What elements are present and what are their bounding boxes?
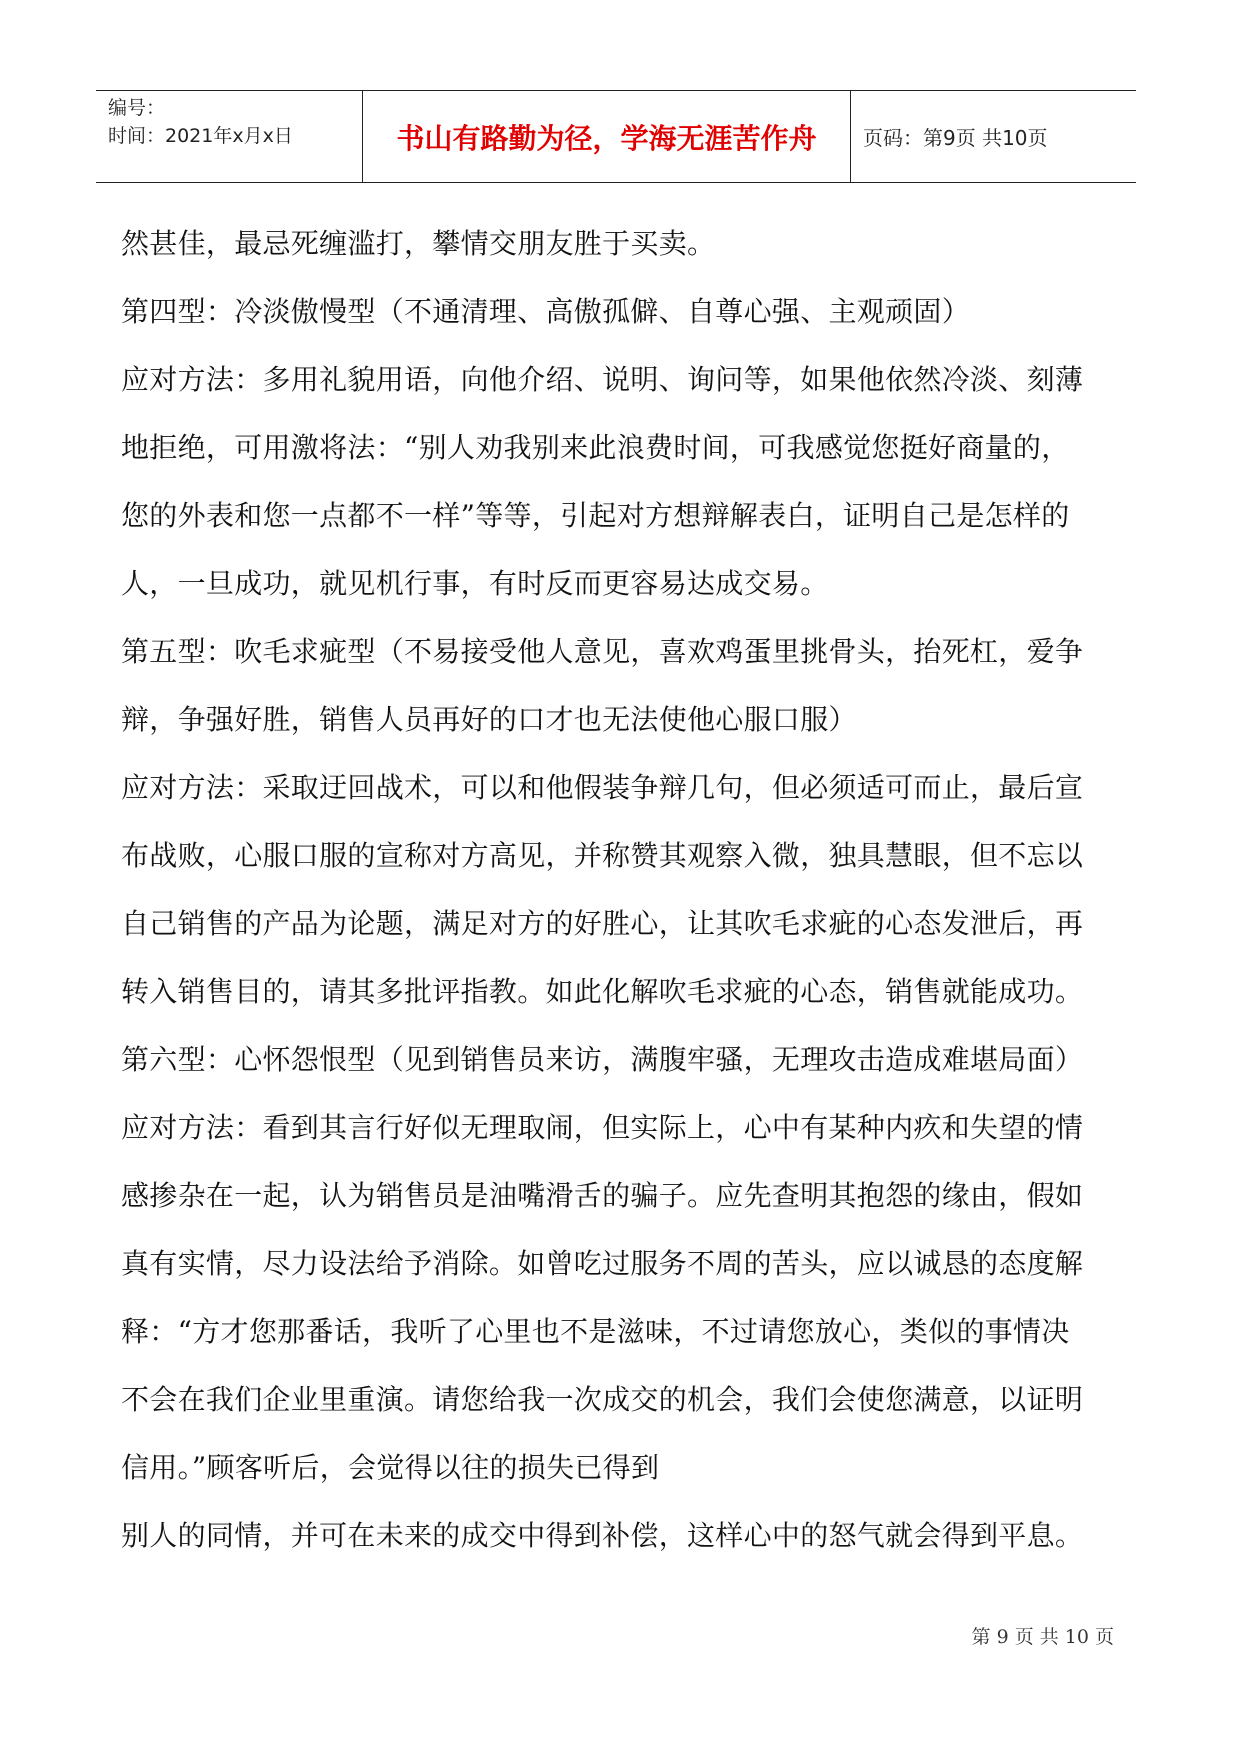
text-line: 真有实情，尽力设法给予消除。如曾吃过服务不周的苦头，应以诚恳的态度解 (121, 1247, 1084, 1280)
text-line: 然甚佳，最忌死缠滥打，攀情交朋友胜于买卖。 (121, 227, 716, 260)
text-line: 转入销售目的，请其多批评指教。如此化解吹毛求疵的心态，销售就能成功。 (121, 975, 1084, 1008)
text-line: 您的外表和您一点都不一样”等等，引起对方想辩解表白，证明自己是怎样的 (121, 499, 1070, 532)
text-line: 人，一旦成功，就见机行事，有时反而更容易达成交易。 (121, 567, 829, 600)
text-line: 地拒绝，可用激将法：“别人劝我别来此浪费时间，可我感觉您挺好商量的， (121, 431, 1070, 464)
text-line: 第六型：心怀怨恨型（见到销售员来访，满腹牢骚，无理攻击造成难堪局面） (121, 1043, 1084, 1076)
text-line: 别人的同情，并可在未来的成交中得到补偿，这样心中的怒气就会得到平息。 (121, 1519, 1084, 1552)
page-footer: 第 9 页 共 10 页 (971, 1626, 1114, 1648)
text-line: 释：“方才您那番话，我听了心里也不是滋味，不过请您放心，类似的事情决 (121, 1315, 1070, 1348)
text-line: 第五型：吹毛求疵型（不易接受他人意见，喜欢鸡蛋里挑骨头，抬死杠，爱争 (121, 635, 1084, 668)
text-line: 应对方法：多用礼貌用语，向他介绍、说明、询问等，如果他依然冷淡、刻薄 (121, 363, 1084, 396)
text-line: 辩，争强好胜，销售人员再好的口才也无法使他心服口服） (121, 703, 857, 736)
document-number-label: 编号： (108, 97, 166, 119)
header-page-info: 页码：第9页 共10页 (863, 126, 1048, 150)
page-header (96, 90, 1136, 183)
header-motto: 书山有路勤为径，学海无涯苦作舟 (362, 91, 851, 182)
text-line: 第四型：冷淡傲慢型（不通清理、高傲孤僻、自尊心强、主观顽固） (121, 295, 971, 328)
text-line: 不会在我们企业里重演。请您给我一次成交的机会，我们会使您满意，以证明 (121, 1383, 1084, 1416)
text-line: 应对方法：看到其言行好似无理取闹，但实际上，心中有某种内疚和失望的情 (121, 1111, 1084, 1144)
text-line: 应对方法：采取迂回战术，可以和他假装争辩几句，但必须适可而止，最后宣 (121, 771, 1084, 804)
text-line: 信用。”顾客听后，会觉得以往的损失已得到 (121, 1451, 660, 1484)
text-line: 自己销售的产品为论题，满足对方的好胜心，让其吹毛求疵的心态发泄后，再 (121, 907, 1084, 940)
text-line: 感掺杂在一起，认为销售员是油嘴滑舌的骗子。应先查明其抱怨的缘由，假如 (121, 1179, 1084, 1212)
document-body (121, 210, 1121, 1570)
header-left-cell (96, 91, 362, 182)
document-time-label: 时间：2021年x月x日 (108, 125, 293, 147)
text-line: 布战败，心服口服的宣称对方高见，并称赞其观察入微，独具慧眼，但不忘以 (121, 839, 1084, 872)
